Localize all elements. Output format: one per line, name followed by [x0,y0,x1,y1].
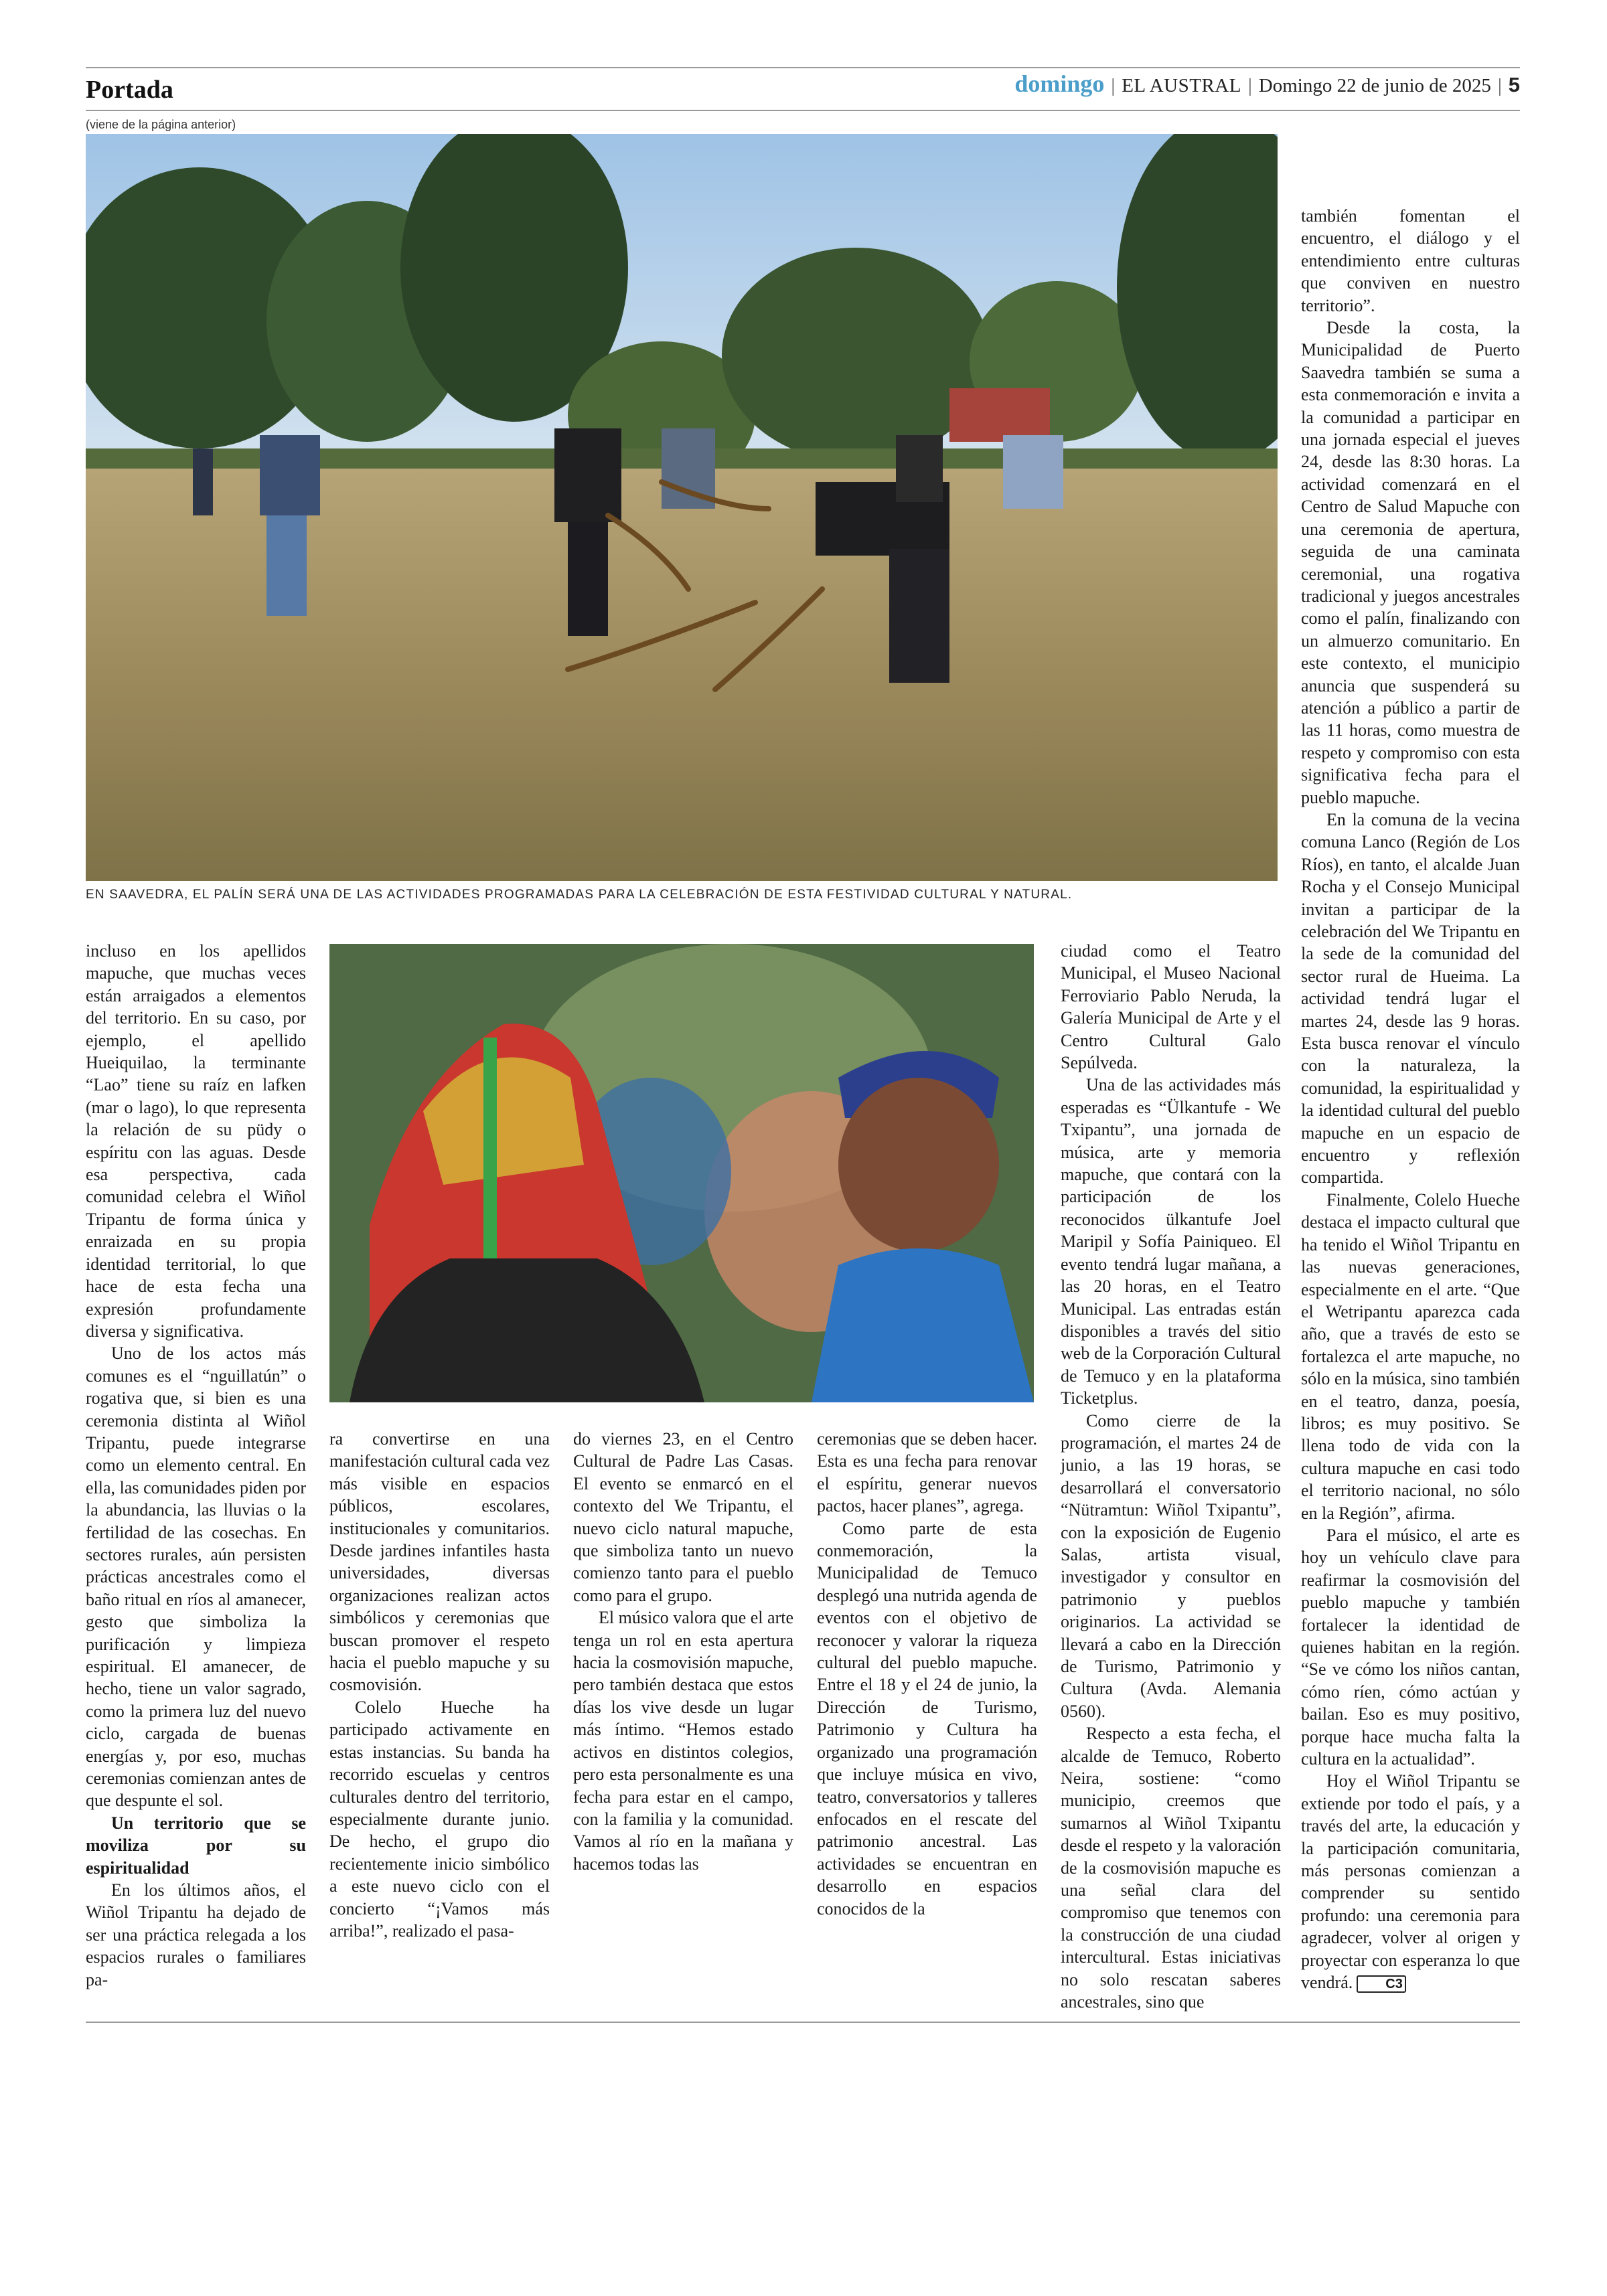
continued-note: (viene de la página anterior) [86,118,236,131]
article-column-6 [1301,205,1520,1994]
publication-name: EL AUSTRAL [1122,75,1241,96]
article-paragraph: Como parte de esta conmemoración, la Municipalidad de Temuco desplegó una nutrida agenda de eventos con el objetivo de reconocer y valorar la riqueza cultural del pueblo mapuche. Entre el 18 y el 24 de junio, la Dirección de Turismo, Patrimonio y Cultura ha organizado una programación que incluye música en vivo, teatro, conversatorios y talleres enfocados en el rescate del patrimonio ancestral. Las actividades se encuentran en desarrollo en espacios conocidos de la [817,1518,1037,1918]
masthead: domingo | EL AUSTRAL | Domingo 22 de junio de 2025 | 5 [1014,70,1520,97]
article-paragraph: Como cierre de la programación, el martes 24 de junio, a las 19 horas, se desarrollará el conversatorio “Nütramtun: Wiñol Txipantu”, con la exposición de Eugenio Salas, artista visual, investigador y consultor en patrimonio y pueblos originarios. La actividad se llevará a cabo en la Dirección de Turismo, Patrimonio y Cultura (Avda. Alemania 0560). [1061,1410,1281,1721]
article-paragraph: En los últimos años, el Wiñol Tripantu ha dejado de ser una práctica relegada a los espacios rurales o familiares pa- [86,1880,306,1989]
article-paragraph: Finalmente, Colelo Hueche destaca el impacto cultural que ha tenido el Wiñol Tripantu en las nuevas generaciones, especialmente en el arte. “Que el Wetripantu aparezca cada año, que a través de esto se fortalezca el arte mapuche, no sólo en la música, sino también en el teatro, danza, poesía, libros; es muy positivo. Se llena todo de vida con la cultura mapuche en casi todo el territorio nacional, no sólo en la Región”, afirma. [1301,1190,1520,1523]
header-rule [86,110,1520,111]
article-column-5 [1061,940,1281,2014]
article-paragraph: Uno de los actos más comunes es el “nguillatún” o rogativa que, si bien es una ceremonia distinta al Wiñol Tripantu, puede integrarse como un elemento central. En ella, las comunidades piden por la abundancia, las lluvias o la fertilidad de las cosechas. En sectores rurales, aún persisten prácticas ancestrales como el baño ritual en ríos al amanecer, gesto que simboliza la purificación y limpieza espiritual. El amanecer, de hecho, tiene un valor sagrado, como la primera luz del nuevo ciclo, cargada de buenas energías y, por eso, muchas ceremonias comienzan antes de que despunte el sol. [86,1343,306,1811]
issue-date: Domingo 22 de junio de 2025 [1258,75,1491,96]
article-paragraph: Desde la costa, la Municipalidad de Puerto Saavedra también se suma a esta conmemoración e invita a la comunidad a participar en una jornada especial el jueves 24, desde las 8:30 horas. La actividad comenzará en el Centro de Salud Mapuche con una ceremonia de apertura, seguida de una caminata ceremonial, una rogativa tradicional y juegos ancestrales como el palín, finalizando con un almuerzo comunitario. En este contexto, el municipio anuncia que suspenderá su atención a público a partir de las 11 horas, como muestra de respeto y compromiso con esta significativa fecha para el pueblo mapuche. [1301,318,1520,807]
article-paragraph [1301,1770,1520,1993]
article-column-2 [329,1428,550,1942]
article-paragraph: Una de las actividades más esperadas es “Ülkantufe - We Txipantu”, una jornada de música, arte y memoria mapuche, que contará con la participación de los reconocidos ülkantufe Joel Maripil y Sofía Painiqueo. El evento tendrá lugar mañana, a las 20 horas, en el Teatro Municipal. Las entradas están disponibles a través del sitio web de la Corporación Cultural de Temuco y en la plataforma Ticketplus. [1061,1075,1281,1408]
article-paragraph: ceremonias que se deben hacer. Esta es una fecha para renovar el espíritu, generar nuevos pactos, hacer planes”, agrega. [817,1429,1037,1516]
article-paragraph: Colelo Hueche ha participado activamente en estas instancias. Su banda ha recorrido escuelas y centros culturales dentro del territorio, especialmente durante junio. De hecho, el grupo dio recientemente inicio simbólico a este nuevo ciclo con el concierto “¡Vamos más arriba!”, realizado el pasa- [329,1697,550,1941]
page-number: 5 [1508,73,1520,96]
article-column-4 [817,1428,1037,1920]
top-rule [86,67,1520,68]
end-of-article-icon: C3 [1357,1975,1406,1993]
article-paragraph: incluso en los apellidos mapuche, que muchas veces están arraigados a elementos del territorio. En su caso, por ejemplo, el apellido Hueiquilao, la terminante “Lao” tiene su raíz en lafken (mar o lago), lo que representa la relación de su püdy o espíritu con las aguas. Desde esa perspectiva, cada comunidad celebra el Wiñol Tripantu de forma única y enraizada en su propia identidad territorial, lo que hace de esta fecha una expresión profundamente diversa y significativa. [86,941,306,1341]
footer-rule [86,2022,1520,2023]
article-paragraph: ciudad como el Teatro Municipal, el Museo Nacional Ferroviario Pablo Neruda, la Galería Municipal de Arte y el Centro Cultural Galo Sepúlveda. [1061,941,1281,1073]
brand-name: domingo [1014,70,1105,97]
photo-caption: EN SAAVEDRA, EL PALÍN SERÁ UNA DE LAS ACTIVIDADES PROGRAMADAS PARA LA CELEBRACIÓN DE ESTA FESTIVIDAD CULTURAL Y NATURAL. [86,888,1073,902]
section-title: Portada [86,76,173,104]
article-column-1 [86,940,306,1991]
ceremony-photo [329,944,1034,1402]
palin-photo [86,134,1278,881]
article-paragraph: do viernes 23, en el Centro Cultural de Padre Las Casas. El evento se enmarcó en el contexto del We Tripantu, el nuevo ciclo natural mapuche, que simboliza tanto un nuevo comienzo tanto para el pueblo como para el grupo. [573,1429,793,1605]
article-subheading: Un territorio que se moviliza por su espiritualidad [86,1813,306,1878]
article-closing-text: Hoy el Wiñol Tripantu se extiende por todo el país, y a través del arte, la educación y la participación comunitaria, más personas comienzan a comprender su sentido profundo: una ceremonia para agradecer, volver al origen y proyectar con esperanza lo que vendrá. [1301,1771,1520,1993]
article-paragraph: ra convertirse en una manifestación cultural cada vez más visible en espacios públicos, escolares, institucionales y comunitarios. Desde jardines infantiles hasta universidades, diversas organizaciones realizan actos simbólicos y ceremonias que buscan promover el respeto hacia el pueblo mapuche y su cosmovisión. [329,1429,550,1695]
article-column-3 [573,1428,793,1875]
article-paragraph: El músico valora que el arte tenga un rol en esta apertura hacia la cosmovisión mapuche, pero también destaca que estos días los vive desde un lugar más íntimo. “Hemos estado activos en distintos colegios, pero esta personalmente es una fecha para estar en el campo, con la familia y la comunidad. Vamos al río en la mañana y hacemos todas las [573,1608,793,1874]
article-paragraph: Respecto a esta fecha, el alcalde de Temuco, Roberto Neira, sostiene: “como municipio, creemos que sumarnos al Wiñol Txipantu desde el respeto y la valoración de la cosmovisión mapuche es una señal clara del compromiso que tenemos con la construcción de una ciudad intercultural. Estas iniciativas no solo rescatan saberes ancestrales, sino que [1061,1724,1281,2012]
article-paragraph: Para el músico, el arte es hoy un vehículo clave para reafirmar la cosmovisión del pueblo mapuche y también fortalecer la identidad de quienes habitan en la región. “Se ve cómo los niños cantan, cómo ríen, cómo actúan y bailan. Eso es muy positivo, porque hace mucha falta la cultura en la actualidad”. [1301,1525,1520,1769]
article-paragraph: En la comuna de la vecina comuna Lanco (Región de Los Ríos), en tanto, el alcalde Juan Rocha y el Consejo Municipal invitan a participar de la celebración del We Tripantu en la sede de la comunidad del sector rural de Hueima. La actividad tendrá lugar el martes 24, desde las 9 horas. Esta busca renovar el vínculo con la naturaleza, la comunidad, la espiritualidad y la identidad cultural del pueblo mapuche en un espacio de encuentro y reflexión compartida. [1301,809,1520,1187]
article-paragraph: también fomentan el encuentro, el diálogo y el entendimiento entre culturas que conviven en nuestro territorio”. [1301,206,1520,315]
